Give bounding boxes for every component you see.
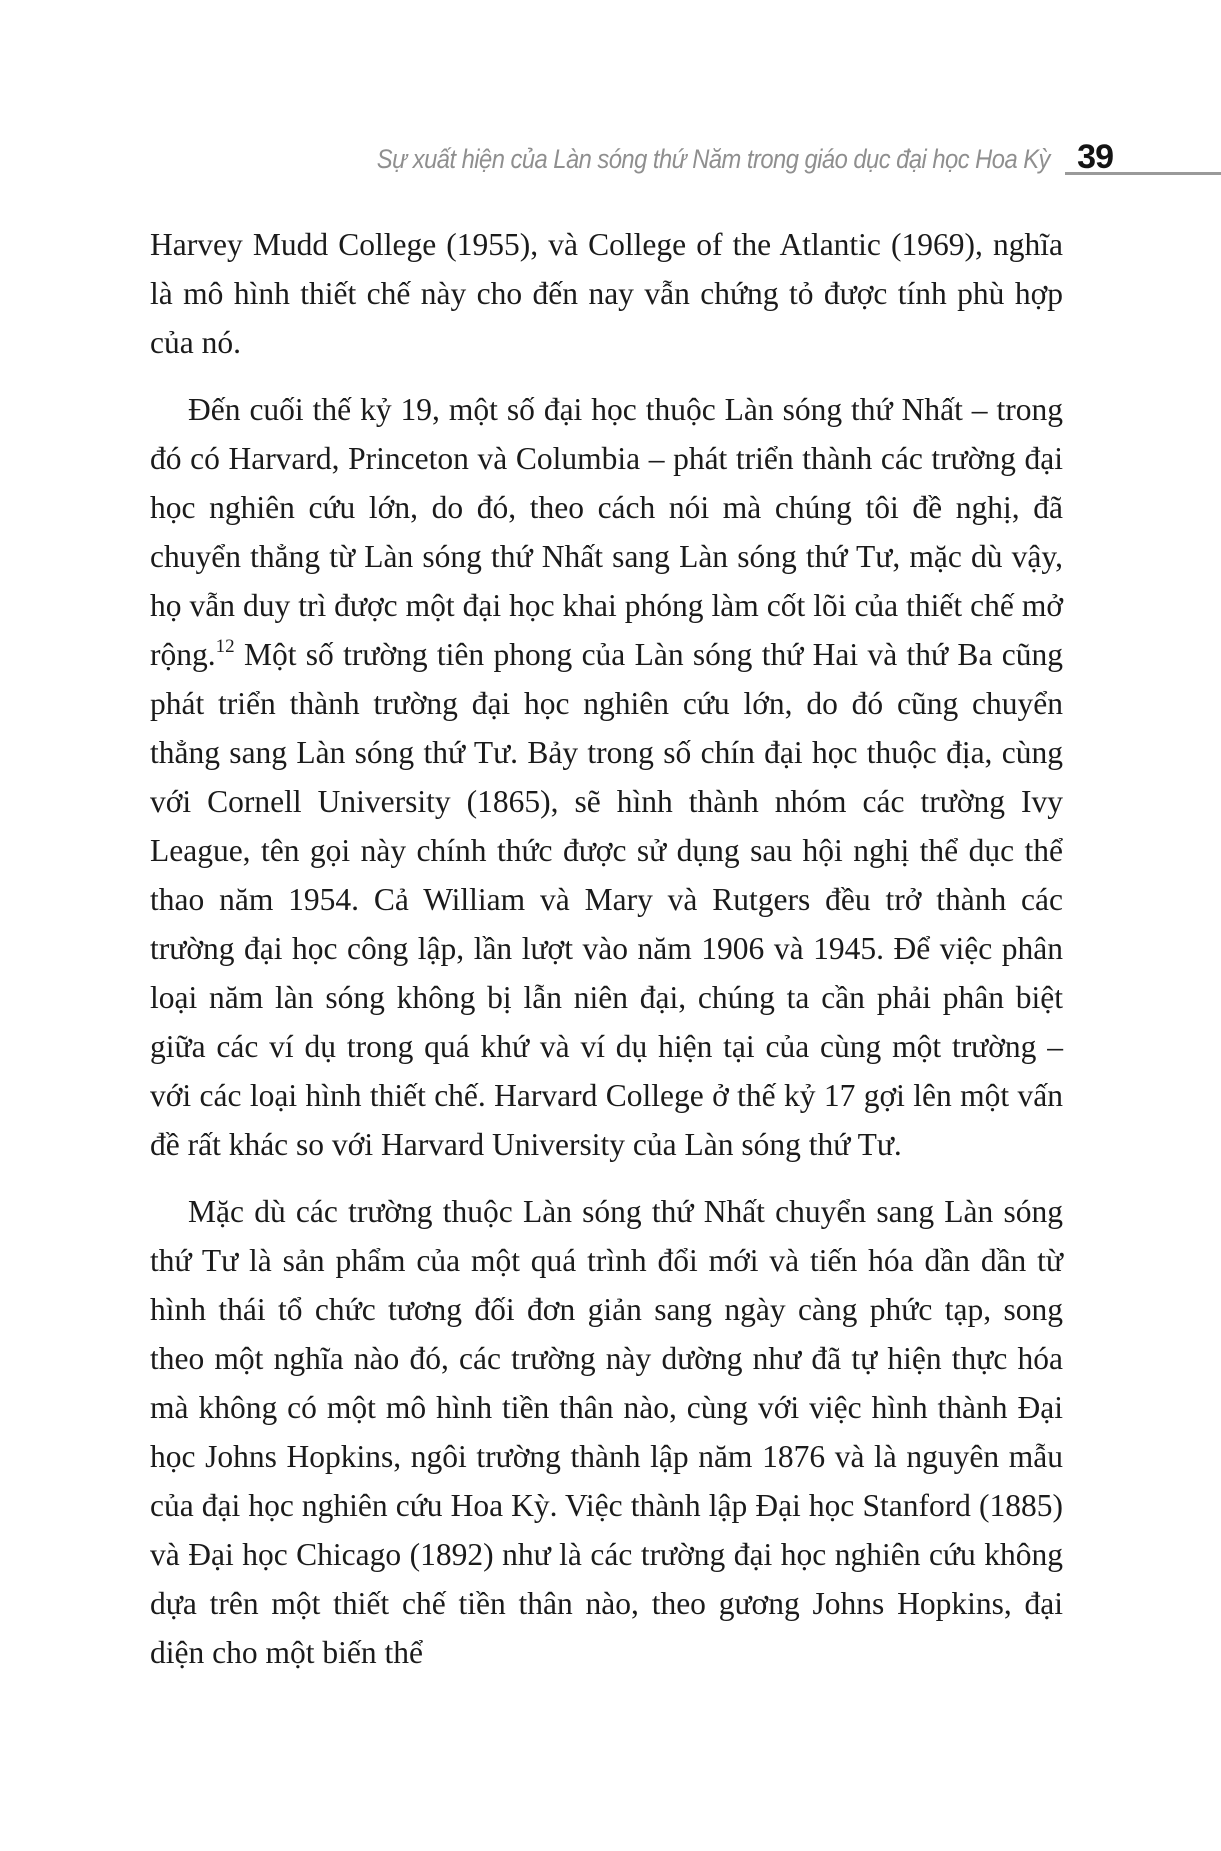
paragraph: Mặc dù các trường thuộc Làn sóng thứ Nhất chuyển sang Làn sóng thứ Tư là sản phẩm của một quá trình đổi mới và tiến hóa dần dần từ hình thái tổ chức tương đối đơn giản sang ngày càng phức tạp, song theo một nghĩa nào đó, các trường này dường như đã tự hiện thực hóa mà không có một mô hình tiền thân nào, cùng với việc hình thành Đại học Johns Hopkins, ngôi trường thành lập năm 1876 và là nguyên mẫu của đại học nghiên cứu Hoa Kỳ. Việc thành lập Đại học Stanford (1885) và Đại học Chicago (1892) như là các trường đại học nghiên cứu không dựa trên một thiết chế tiền thân nào, theo gương Johns Hopkins, đại diện cho một biến thể <box>150 1194 1063 1670</box>
paragraph: Harvey Mudd College (1955), và College of the Atlantic (1969), nghĩa là mô hình thiết chế này cho đến nay vẫn chứng tỏ được tính phù hợp của nó. <box>150 227 1063 360</box>
running-header <box>0 0 1115 176</box>
page-text <box>150 220 1063 1695</box>
page-number: 39 <box>1077 138 1113 176</box>
footnote-reference: 12 <box>215 635 235 657</box>
page-number-area <box>1064 138 1115 180</box>
paragraph: Đến cuối thế kỷ 19, một số đại học thuộc Làn sóng thứ Nhất – trong đó có Harvard, Princeton và Columbia – phát triển thành các trường đại học nghiên cứu lớn, do đó, theo cách nói mà chúng tôi đề nghị, đã chuyển thẳng từ Làn sóng thứ Nhất sang Làn sóng thứ Tư, mặc dù vậy, họ vẫn duy trì được một đại học khai phóng làm cốt lõi của thiết chế mở rộng.$^{12}$ Một số trường tiên phong của Làn sóng thứ Hai và thứ Ba cũng phát triển thành trường đại học nghiên cứu lớn, do đó cũng chuyển thẳng sang Làn sóng thứ Tư. Bảy trong số chín đại học thuộc địa, cùng với Cornell University (1865), sẽ hình thành nhóm các trường Ivy League, tên gọi này chính thức được sử dụng sau hội nghị thể dục thể thao năm 1954. Cả William và Mary và Rutgers đều trở thành các trường đại học công lập, lần lượt vào năm 1906 và 1945. Để việc phân loại năm làn sóng không bị lẫn niên đại, chúng ta cần phải phân biệt giữa các ví dụ trong quá khứ và ví dụ hiện tại của cùng một trường – với các loại hình thiết chế. Harvard College ở thế kỷ 17 gợi lên một vấn đề rất khác so với Harvard University của Làn sóng thứ Tư. <box>150 392 1063 1162</box>
running-title: Sự xuất hiện của Làn sóng thứ Năm trong giáo dục đại học Hoa Kỳ <box>377 144 1051 174</box>
